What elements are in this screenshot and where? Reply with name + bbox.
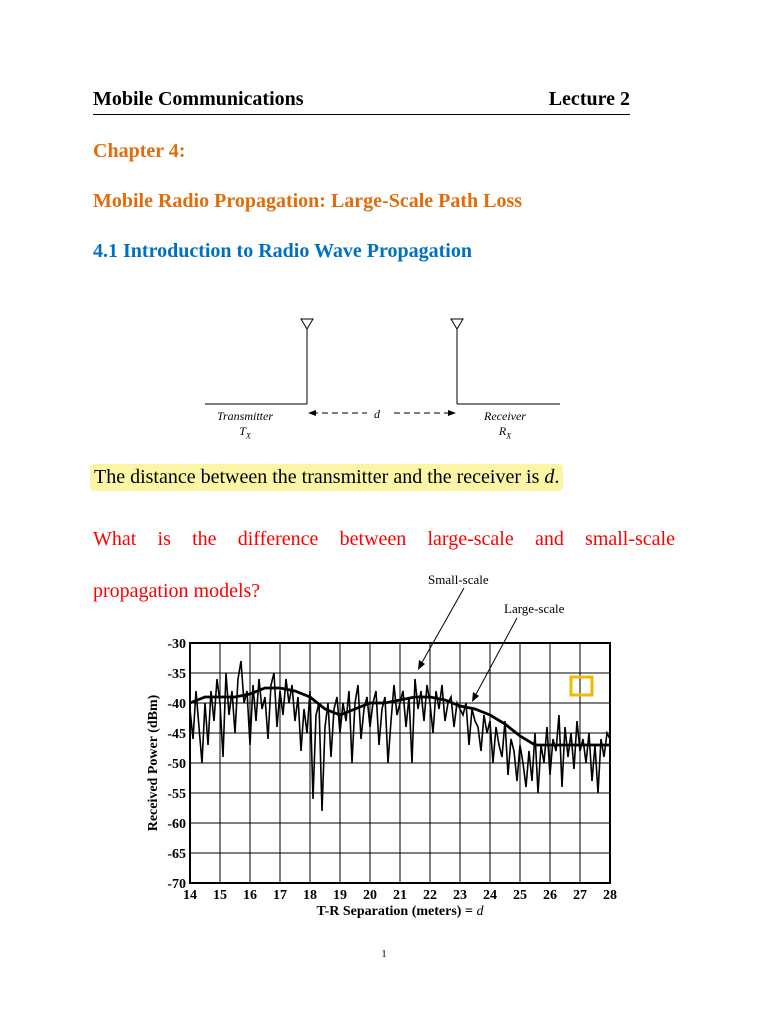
- course-title: Mobile Communications: [93, 88, 304, 110]
- x-tick-label: 28: [603, 888, 617, 903]
- y-tick-label: -40: [167, 697, 186, 712]
- y-tick-label: -50: [167, 757, 186, 772]
- x-tick-label: 20: [363, 888, 377, 903]
- y-tick-label: -30: [167, 637, 186, 652]
- large-scale-pointer: [474, 618, 517, 698]
- distance-label: d: [374, 407, 380, 421]
- antenna-diagram: [0, 0, 768, 460]
- distance-arrow: [308, 410, 456, 416]
- y-tick-label: -65: [167, 847, 186, 862]
- small-scale-annotation: Small-scale: [428, 572, 489, 587]
- x-axis-label: T-R Separation (meters) = d: [316, 904, 484, 919]
- transmitter-antenna: [205, 319, 313, 404]
- receiver-antenna: [451, 319, 560, 404]
- x-tick-label: 14: [183, 888, 197, 903]
- question-line-2: propagation models?: [93, 580, 261, 602]
- x-tick-label: 17: [273, 888, 287, 903]
- transmitter-label: Transmitter $T_X$: [216, 409, 273, 441]
- x-tick-label: 16: [243, 888, 257, 903]
- y-tick-label: -45: [167, 727, 186, 742]
- x-tick-label: 25: [513, 888, 527, 903]
- y-tick-label: -55: [167, 787, 186, 802]
- x-tick-label: 21: [393, 888, 407, 903]
- highlighted-statement: The distance between the transmitter and the receiver is d.: [90, 464, 563, 491]
- x-tick-labels: [183, 888, 617, 903]
- y-tick-label: -70: [167, 877, 186, 892]
- x-tick-label: 26: [543, 888, 557, 903]
- y-tick-label: -60: [167, 817, 186, 832]
- received-power-chart: [0, 560, 768, 940]
- x-tick-label: 27: [573, 888, 587, 903]
- small-scale-pointer: [420, 588, 464, 666]
- section-heading: 4.1 Introduction to Radio Wave Propagation: [93, 240, 472, 262]
- receiver-label: Receiver $R_X$: [484, 409, 526, 441]
- chapter-heading: Chapter 4:: [93, 140, 186, 162]
- lecture-number: Lecture 2: [548, 88, 630, 110]
- x-tick-label: 24: [483, 888, 497, 903]
- page-number: 1: [381, 948, 387, 960]
- chapter-title: Mobile Radio Propagation: Large-Scale Path Loss: [93, 190, 523, 212]
- x-tick-label: 22: [423, 888, 437, 903]
- y-tick-labels: [167, 637, 186, 892]
- large-scale-annotation: Large-scale: [504, 601, 565, 616]
- x-tick-label: 15: [213, 888, 227, 903]
- x-tick-label: 19: [333, 888, 347, 903]
- x-tick-label: 23: [453, 888, 467, 903]
- y-axis-label: Received Power (dBm): [146, 694, 161, 832]
- x-tick-label: 18: [303, 888, 317, 903]
- chart-grid: [190, 643, 610, 883]
- question-line-1: What is the difference between large-scale and small-scale: [93, 528, 675, 550]
- highlight-marker: [571, 677, 592, 695]
- y-tick-label: -35: [167, 667, 186, 682]
